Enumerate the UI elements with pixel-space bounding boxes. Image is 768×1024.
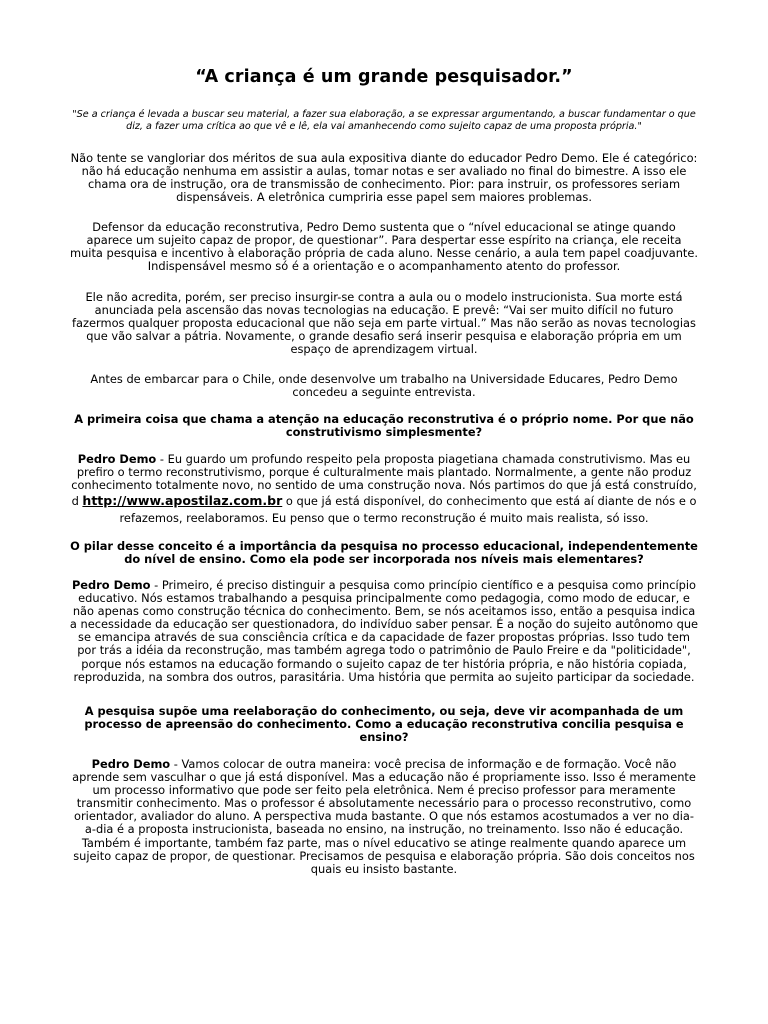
- paragraph-line: fazermos qualquer proposta educacional que não seja em parte virtual.” Mas não serão as novas tecnologias: [72, 316, 696, 331]
- question-line: processo de apreensão do conhecimento. Como a educação reconstrutiva concilia pesquisa e: [84, 717, 684, 732]
- paragraph-line: Indispensável mesmo só é a orientação e o acompanhamento atento do professor.: [147, 259, 621, 274]
- answer-text: - Eu guardo um profundo respeito pela proposta piagetiana chamada construtivismo. Mas eu: [156, 452, 691, 466]
- paragraph-line: concedeu a seguinte entrevista.: [292, 385, 476, 400]
- epigraph-line: diz, a fazer uma crítica ao que vê e lê, ela vai amanhecendo como sujeito capaz de uma proposta própria.": [126, 121, 642, 132]
- question-line: A pesquisa supõe uma reelaboração do conhecimento, ou seja, deve vir acompanhada de um: [84, 704, 684, 718]
- interview-question-1: [68, 413, 700, 439]
- paragraph-line: Antes de embarcar para o Chile, onde desenvolve um trabalho na Universidade Educares, Pedro Demo: [90, 372, 678, 386]
- intro-paragraph-1: [68, 152, 700, 204]
- paragraph-line: Não tente se vangloriar dos méritos de sua aula expositiva diante do educador Pedro Demo. Ele é categórico:: [70, 151, 698, 165]
- interview-answer-3: [68, 758, 700, 876]
- paragraph-line: refazemos, reelaboramos. Eu penso que o termo reconstrução é muito mais realista, só isso.: [119, 511, 649, 526]
- interview-answer-2: [68, 579, 700, 684]
- paragraph-line: reproduzida, na sombra dos outros, parasitária. Uma história que permita ao sujeito participar da sociedade.: [73, 669, 695, 684]
- paragraph-line: por trás a idéia da reconstrução, mas também agrega todo o patrimônio de Paulo Freire e da "politicidade",: [77, 643, 691, 658]
- answer-text: d: [71, 494, 83, 509]
- question-line: ensino?: [359, 730, 409, 745]
- answer-text: - Vamos colocar de outra maneira: você precisa de informação e de formação. Você não: [170, 757, 677, 771]
- paragraph-line: porque nós estamos na educação formando o sujeito capaz de ter história própria, e não história copiada,: [81, 656, 687, 671]
- interview-question-3: [68, 705, 700, 744]
- answer-text: - Primeiro, é preciso distinguir a pesquisa como princípio científico e a pesquisa como princípio: [150, 578, 697, 592]
- paragraph-line: prefiro o termo reconstrutivismo, porque é culturalmente mais plantado. Normalmente, a gente não produz: [76, 465, 692, 480]
- question-line: O pilar desse conceito é a importância da pesquisa no processo educacional, independentemente: [70, 539, 698, 553]
- paragraph-line: chama ora de instrução, ora de transmissão de conhecimento. Pior: para instruir, os professores seriam: [87, 177, 681, 192]
- paragraph-line: [68, 492, 700, 510]
- intro-paragraph-4: [68, 373, 700, 399]
- epigraph-quote: [68, 109, 700, 133]
- paragraph-line: a-dia é a proposta instrucionista, baseada no ensino, na instrução, no treinamento. Isso não é educação.: [84, 822, 684, 837]
- question-line: do nível de ensino. Como ela pode ser incorporada nos níveis mais elementares?: [124, 552, 644, 567]
- paragraph-line: transmitir conhecimento. Mas o professor é absolutamente necessário para o processo reconstrutivo, como: [76, 796, 692, 811]
- question-line: A primeira coisa que chama a atenção na educação reconstrutiva é o próprio nome. Por que não: [74, 412, 694, 426]
- paragraph-line: um processo informativo que pode ser feito pela eletrônica. Nem é preciso professor para meramente: [92, 783, 676, 798]
- paragraph-line: não apenas como construção técnica do conhecimento. Bem, se nós aceitamos isso, então a pesquisa indica: [72, 604, 696, 619]
- epigraph-line: "Se a criança é levada a buscar seu material, a fazer sua elaboração, a se expressar argumentando, a buscar fundamentar o que: [72, 109, 696, 120]
- paragraph-line: conhecimento totalmente novo, no sentido de uma construção nova. Nós partimos do que já está construído,: [71, 478, 697, 493]
- article-title: “A criança é um grande pesquisador.”: [195, 67, 573, 87]
- intro-paragraph-2: [68, 221, 700, 273]
- paragraph-line: Também é importante, também faz parte, mas o nível educativo se atinge realmente quando aparece um: [81, 835, 687, 850]
- paragraph-line: quais eu insisto bastante.: [310, 861, 458, 876]
- speaker-name: Pedro Demo: [91, 757, 171, 771]
- paragraph-line: Ele não acredita, porém, ser preciso insurgir-se contra a aula ou o modelo instrucionista. Sua morte está: [85, 290, 683, 304]
- paragraph-line: que vão salvar a pátria. Novamente, o grande desafio será inserir pesquisa e elaboração própria em um: [86, 329, 682, 344]
- paragraph-line: dispensáveis. A eletrônica cumpriria esse papel sem maiores problemas.: [176, 190, 592, 205]
- speaker-name: Pedro Demo: [71, 578, 151, 592]
- speaker-name: Pedro Demo: [77, 452, 157, 466]
- answer-text: o que já está disponível, do conhecimento que está aí diante de nós e o: [282, 494, 697, 509]
- paragraph-line: aparece um sujeito capaz de propor, de questionar”. Para despertar esse espírito na criança, ele receita: [86, 233, 682, 248]
- paragraph-line: sujeito capaz de propor, de questionar. Precisamos de pesquisa e elaboração própria. São dois conceitos nos: [73, 848, 695, 863]
- interview-answer-1: [68, 453, 700, 525]
- paragraph-line: aprende sem vasculhar o que já está disponível. Mas a educação não é propriamente isso. Isso é meramente: [72, 770, 696, 785]
- website-link[interactable]: http://www.apostilaz.com.br: [82, 493, 283, 509]
- paragraph-line: não há educação nenhuma em assistir a aulas, tomar notas e ser avaliado no final do bimestre. A isso ele: [81, 164, 687, 179]
- paragraph-line: Defensor da educação reconstrutiva, Pedro Demo sustenta que o “nível educacional se atinge quando: [92, 220, 676, 234]
- interview-question-2: [68, 540, 700, 566]
- paragraph-line: a necessidade da educação ser questionadora, do indivíduo saber pensar. É a noção do sujeito autônomo que: [69, 617, 699, 632]
- intro-paragraph-3: [68, 291, 700, 356]
- paragraph-line: muita pesquisa e incentivo à elaboração própria de cada aluno. Nesse cenário, a aula tem papel coadjuvante.: [69, 246, 699, 261]
- paragraph-line: se emancipa através de sua consciência crítica e da capacidade de fazer propostas próprias. Isso tudo tem: [78, 630, 690, 645]
- paragraph-line: orientador, avaliador do aluno. A perspectiva muda bastante. O que nós estamos acostumados a ver no dia-: [74, 809, 694, 824]
- paragraph-line: educativo. Nós estamos trabalhando a pesquisa principalmente como pedagogia, como modo de educar, e: [78, 591, 690, 606]
- question-line: construtivismo simplesmente?: [285, 425, 483, 440]
- paragraph-line: anunciada pela ascensão das novas tecnologias na educação. E prevê: “Vai ser muito difícil no futuro: [94, 303, 674, 318]
- paragraph-line: espaço de aprendizagem virtual.: [290, 342, 478, 357]
